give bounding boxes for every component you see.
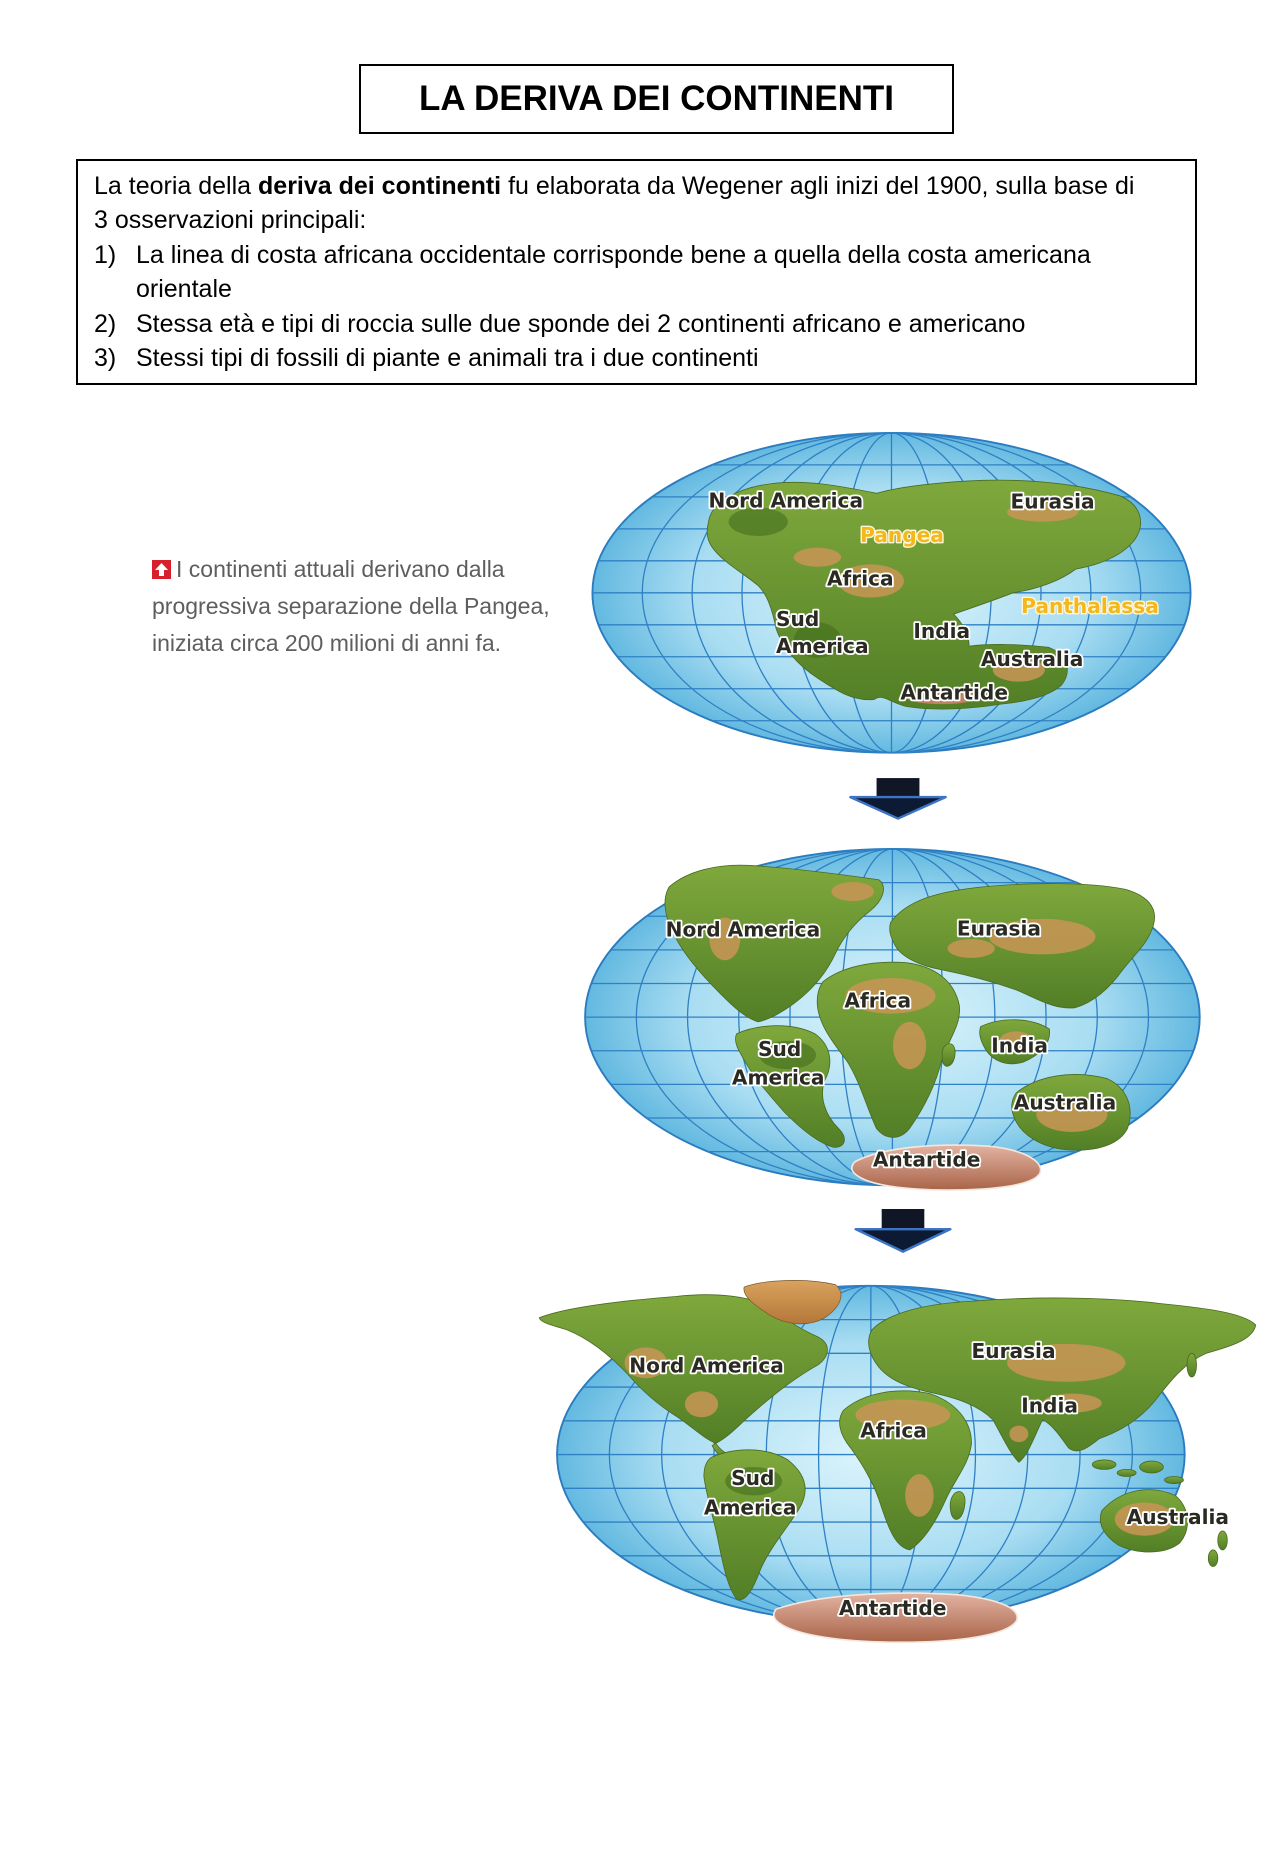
label-nord-america: Nord America bbox=[708, 488, 864, 513]
label-sud-america-line2: America bbox=[731, 1065, 825, 1090]
landmass-japan bbox=[1187, 1353, 1196, 1377]
list-item-text: Stessa età e tipi di roccia sulle due sponde dei 2 continenti africano e americano bbox=[136, 309, 1026, 338]
list-item bbox=[94, 238, 1145, 307]
caption-marker-icon bbox=[152, 560, 171, 579]
label-india: India bbox=[1021, 1393, 1078, 1418]
arrow-stem bbox=[882, 1209, 925, 1230]
landmass-indonesia bbox=[1117, 1469, 1136, 1476]
label-pangea: Pangea bbox=[860, 522, 944, 547]
label-sud-america-line1: Sud bbox=[758, 1037, 802, 1062]
list-item bbox=[94, 307, 1145, 341]
down-arrow-icon bbox=[848, 778, 948, 821]
landmass-new-zealand bbox=[1218, 1531, 1227, 1550]
label-antartide: Antartide bbox=[838, 1596, 947, 1621]
intro-box bbox=[76, 159, 1197, 385]
label-eurasia: Eurasia bbox=[1010, 489, 1095, 514]
list-item-number: 2) bbox=[94, 309, 117, 338]
label-sud-america-line2: America bbox=[703, 1495, 797, 1520]
map-present-day bbox=[533, 1274, 1262, 1647]
map-caption bbox=[152, 551, 572, 662]
relief-patch bbox=[893, 1022, 926, 1069]
arrow-stem bbox=[877, 778, 920, 798]
label-eurasia: Eurasia bbox=[956, 916, 1041, 941]
arrow-head bbox=[850, 797, 945, 818]
label-australia: Australia bbox=[980, 647, 1084, 672]
landmass-indonesia bbox=[1140, 1461, 1164, 1473]
intro-lead: La teoria della bbox=[94, 172, 259, 200]
caption-text: I continenti attuali derivano dalla progressiva separazione della Pangea, iniziata circa 200 milioni di anni fa. bbox=[152, 556, 550, 656]
relief-patch bbox=[685, 1391, 718, 1417]
landmass-new-zealand bbox=[1208, 1550, 1217, 1567]
relief-patch bbox=[794, 548, 841, 567]
list-item-number: 3) bbox=[94, 344, 117, 373]
label-nord-america: Nord America bbox=[629, 1353, 784, 1378]
relief-patch bbox=[1009, 1426, 1028, 1443]
arrow-head bbox=[856, 1229, 951, 1252]
label-india: India bbox=[913, 618, 971, 643]
relief-patch bbox=[905, 1474, 933, 1517]
label-sud-america-line2: America bbox=[776, 634, 869, 659]
list-item-text: Stessi tipi di fossili di piante e animali tra i due continenti bbox=[136, 344, 759, 373]
label-africa: Africa bbox=[826, 566, 894, 591]
relief-patch bbox=[831, 882, 874, 901]
intro-rest: fu elaborata da Wegener agli inizi del 1900, sulla base di 3 osservazioni principali: bbox=[94, 172, 1135, 235]
landmass-indonesia bbox=[1165, 1476, 1184, 1483]
label-panthalassa: Panthalassa bbox=[1021, 593, 1159, 618]
label-australia: Australia bbox=[1013, 1090, 1117, 1115]
label-sud-america-line1: Sud bbox=[731, 1465, 775, 1490]
label-africa: Africa bbox=[860, 1418, 927, 1443]
list-item-text: La linea di costa africana occidentale corrisponde bene a quella della costa americana orientale bbox=[136, 240, 1091, 304]
map-pangea bbox=[584, 427, 1199, 761]
page-title: LA DERIVA DEI CONTINENTI bbox=[359, 64, 954, 134]
list-item bbox=[94, 341, 1145, 375]
label-india: India bbox=[991, 1033, 1048, 1058]
down-arrow-icon bbox=[853, 1209, 953, 1254]
list-item-number: 1) bbox=[94, 240, 117, 269]
landmass-indonesia bbox=[1092, 1460, 1116, 1469]
label-antartide: Antartide bbox=[872, 1147, 981, 1172]
intro-paragraph bbox=[94, 169, 1145, 238]
map-cretaceous bbox=[578, 844, 1208, 1195]
label-nord-america: Nord America bbox=[665, 917, 821, 942]
label-australia: Australia bbox=[1126, 1504, 1230, 1529]
label-antartide: Antartide bbox=[900, 680, 1008, 705]
label-eurasia: Eurasia bbox=[971, 1339, 1056, 1364]
label-africa: Africa bbox=[844, 988, 912, 1013]
relief-patch bbox=[947, 939, 994, 958]
label-sud-america-line1: Sud bbox=[776, 606, 820, 631]
intro-bold-term: deriva dei continenti bbox=[258, 172, 502, 200]
